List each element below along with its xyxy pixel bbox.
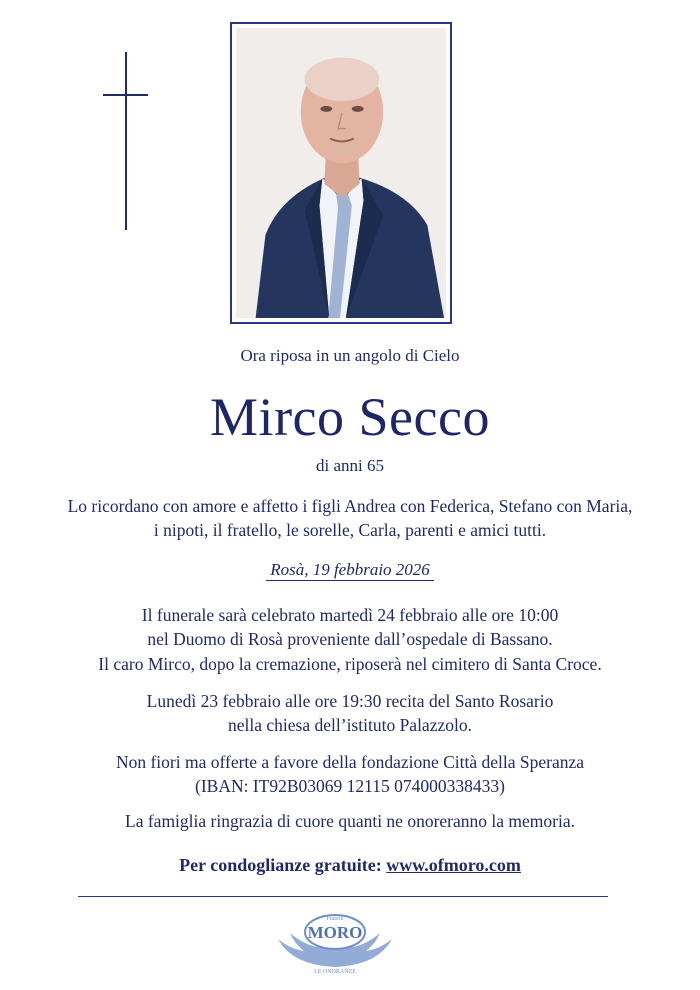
divider — [78, 896, 608, 897]
remembrance-line-2: i nipoti, il fratello, le sorelle, Carla, parenti e amici tutti. — [153, 520, 547, 540]
rosary-line-1: Lunedì 23 febbraio alle ore 19:30 recita del Santo Rosario — [146, 691, 554, 711]
cremation-info: Il caro Mirco, dopo la cremazione, riposerà nel cimitero di Santa Croce. — [98, 654, 602, 674]
condolences-link[interactable]: www.ofmoro.com — [386, 855, 521, 875]
donation-line-1: Non fiori ma offerte a favore della fondazione Città della Speranza — [115, 752, 585, 772]
funeral-info — [0, 603, 700, 651]
age: di anni 65 — [316, 456, 384, 475]
funeral-line-1: Il funerale sarà celebrato martedì 24 febbraio alle ore 10:00 — [141, 605, 559, 625]
rosary-info — [0, 689, 700, 737]
condolences — [0, 855, 700, 876]
donation-iban: (IBAN: IT92B03069 12115 074000338433) — [195, 776, 505, 796]
donation-info — [0, 750, 700, 798]
hands-logo — [270, 905, 400, 975]
logo-bottom-text: LE ONORANZE — [314, 969, 356, 975]
rosary-line-2: nella chiesa dell’istituto Palazzolo. — [228, 715, 472, 735]
remembrance-line-1: Lo ricordano con amore e affetto i figli Andrea con Federica, Stefano con Maria, — [67, 496, 633, 516]
condolences-label: Per condoglianze gratuite: — [179, 855, 382, 875]
subtitle: Ora riposa in un angolo di Cielo — [240, 346, 460, 365]
deceased-name: Mirco Secco — [210, 387, 490, 447]
cross-icon — [103, 52, 149, 232]
logo-top-text: Fratelli — [326, 916, 344, 922]
funeral-line-2: nel Duomo di Rosà proveniente dall’ospedale di Bassano. — [147, 629, 553, 649]
remembrance-text — [0, 494, 700, 542]
portrait-image — [236, 28, 446, 318]
portrait-photo — [230, 22, 452, 324]
family-thanks: La famiglia ringrazia di cuore quanti ne onoreranno la memoria. — [125, 811, 575, 831]
place-date — [0, 560, 700, 580]
place-date-text: Rosà, 19 febbraio 2026 — [266, 560, 434, 581]
logo-main-text: MORO — [307, 923, 363, 942]
